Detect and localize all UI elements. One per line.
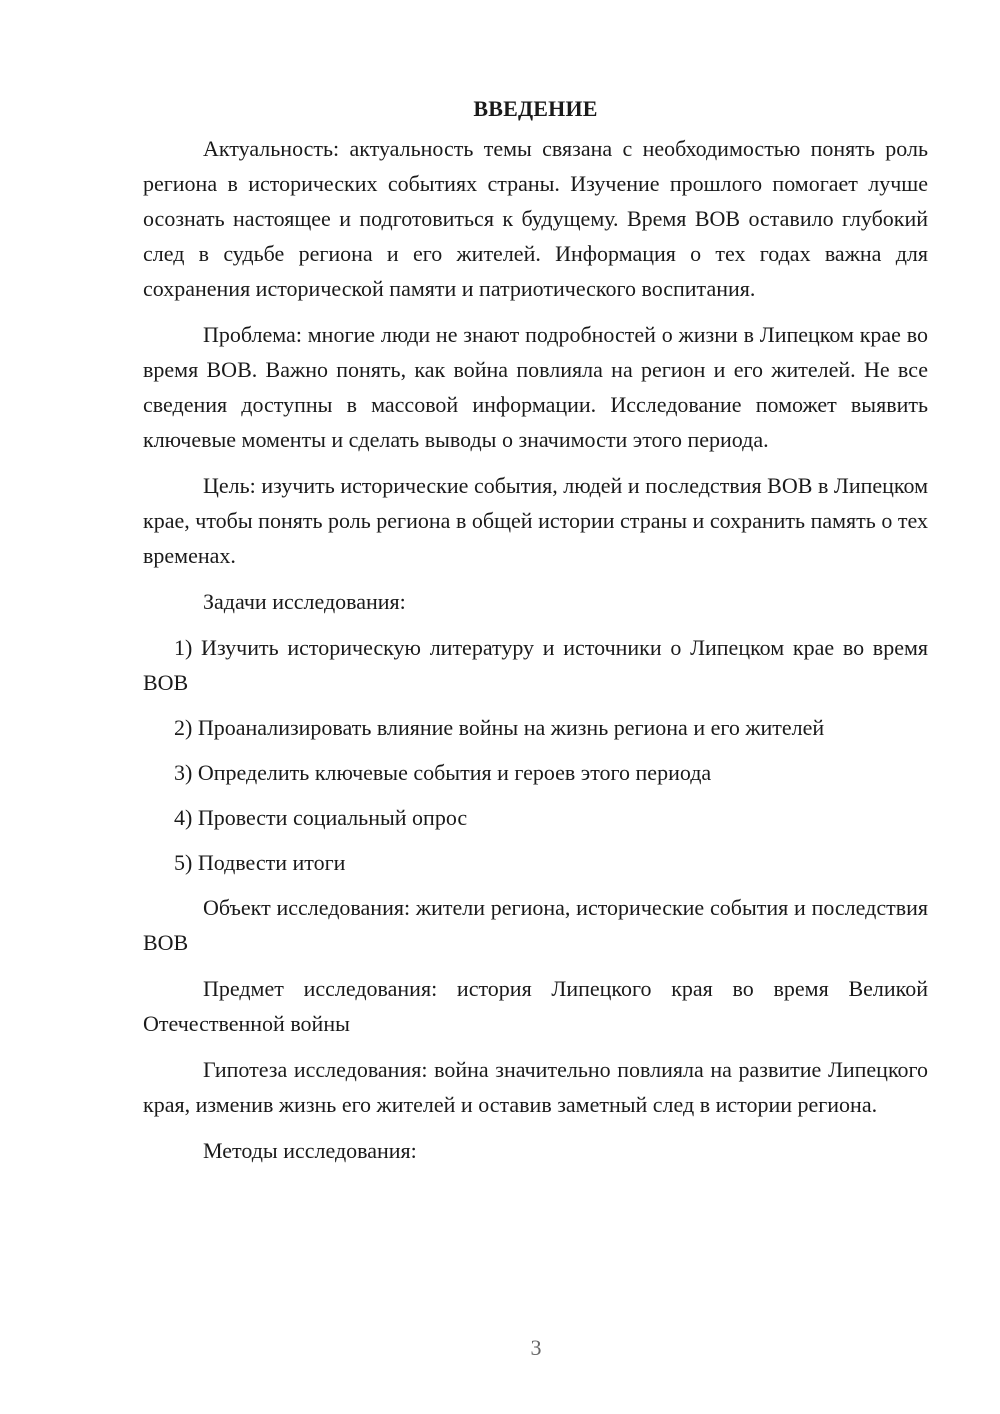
paragraph-problem: Проблема: многие люди не знают подробностей о жизни в Липецком крае во время ВОВ. Важно понять, как война повлияла на регион и его жителей. Не все сведения доступны в массовой информации. Исследование поможет выявить ключевые моменты и сделать выводы о значимости этого периода. [143, 322, 928, 452]
paragraph-subject: Предмет исследования: история Липецкого края во время Великой Отечественной войны [143, 976, 928, 1036]
paragraph-hypothesis: Гипотеза исследования: война значительно повлияла на развитие Липецкого края, изменив жизнь его жителей и оставив заметный след в истории региона. [143, 1057, 928, 1117]
page-number: 3 [530, 1335, 542, 1360]
paragraph-goal: Цель: изучить исторические события, людей и последствия ВОВ в Липецком крае, чтобы понять роль региона в общей истории страны и сохранить память о тех временах. [143, 473, 928, 568]
task-item: 1) Изучить историческую литературу и источники о Липецком крае во время ВОВ [143, 635, 928, 695]
task-item: 5) Подвести итоги [174, 850, 346, 875]
page-title: ВВЕДЕНИЕ [473, 96, 598, 121]
paragraph-object: Объект исследования: жители региона, исторические события и последствия ВОВ [143, 895, 928, 955]
task-item: 3) Определить ключевые события и героев этого периода [174, 760, 712, 785]
task-item: 4) Провести социальный опрос [174, 805, 468, 830]
paragraph-tasks-heading: Задачи исследования: [203, 589, 406, 614]
document-page [143, 92, 928, 1179]
paragraph-methods-heading: Методы исследования: [203, 1138, 417, 1163]
paragraph-relevance: Актуальность: актуальность темы связана с необходимостью понять роль региона в исторических событиях страны. Изучение прошлого помогает лучше осознать настоящее и подготовиться к будущему. Время ВОВ оставило глубокий след в судьбе региона и его жителей. Информация о тех годах важна для сохранения исторической памяти и патриотического воспитания. [143, 136, 928, 301]
task-item: 2) Проанализировать влияние войны на жизнь региона и его жителей [174, 715, 825, 740]
